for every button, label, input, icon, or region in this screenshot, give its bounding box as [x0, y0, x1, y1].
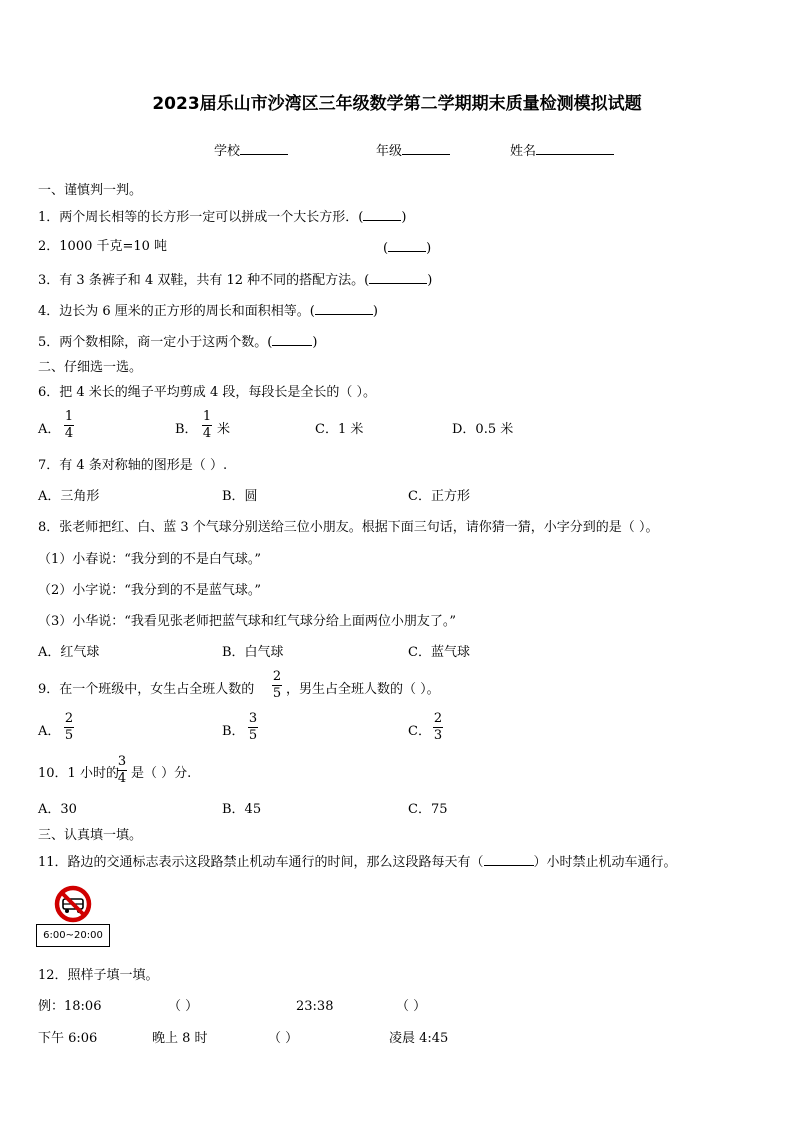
- q8-statement-1: （1）小春说：“我分到的不是白气球。”: [38, 552, 262, 567]
- q6-option-b-unit: 米: [217, 422, 231, 437]
- q9-option-c-fraction: [433, 712, 443, 743]
- fraction-denominator: 3: [433, 728, 443, 743]
- fraction-denominator: 5: [64, 728, 74, 743]
- question-2: 2．1000 千克=10 吨: [38, 239, 168, 254]
- page-title: 2023届乐山市沙湾区三年级数学第二学期期末质量检测模拟试题: [152, 94, 642, 114]
- fraction-numerator: 3: [117, 754, 127, 769]
- name-blank[interactable]: [536, 142, 614, 155]
- school-field: [214, 142, 288, 160]
- school-label: 学校: [214, 144, 241, 159]
- q8-option-a[interactable]: A．红气球: [38, 645, 100, 660]
- section-2-heading: 二、仔细选一选。: [38, 360, 143, 375]
- q12-row1-col1: 例：18:06: [38, 999, 102, 1014]
- name-label: 姓名: [510, 144, 537, 159]
- no-motor-vehicles-icon: [52, 885, 94, 923]
- fraction-numerator: 2: [433, 711, 443, 726]
- q4-paren-close: ): [372, 304, 378, 319]
- q8-option-b[interactable]: B．白气球: [222, 645, 284, 660]
- grade-blank[interactable]: [402, 142, 450, 155]
- q4-text: 4．边长为 6 厘米的正方形的周长和面积相等。(: [38, 304, 315, 319]
- q12-row1-col4-answer[interactable]: （ ）: [396, 999, 427, 1014]
- fraction-numerator: 2: [272, 669, 282, 684]
- q7-option-a[interactable]: A．三角形: [38, 489, 100, 504]
- fraction-denominator: 4: [202, 426, 212, 441]
- section-3-heading: 三、认真填一填。: [38, 828, 143, 843]
- q12-row1-col3: 23:38: [296, 999, 334, 1014]
- q9-option-a-label[interactable]: A．: [38, 724, 61, 739]
- question-4: [38, 302, 378, 320]
- name-field: [510, 142, 614, 160]
- fraction-numerator: 3: [248, 711, 258, 726]
- q12-row2-col1: 下午 6:06: [38, 1031, 98, 1046]
- q5-text: 5．两个数相除，商一定小于这两个数。(: [38, 335, 273, 350]
- q7-option-c[interactable]: C．正方形: [408, 489, 470, 504]
- q4-blank[interactable]: [315, 302, 373, 315]
- question-5: [38, 333, 317, 351]
- school-blank[interactable]: [240, 142, 288, 155]
- question-7: 7．有 4 条对称轴的图形是（ ）.: [38, 458, 228, 473]
- traffic-sign-time-label: 6:00~20:00: [36, 924, 110, 947]
- q8-statement-3: （3）小华说：“我看见张老师把蓝气球和红气球分给上面两位小朋友了。”: [38, 614, 457, 629]
- question-1: [38, 208, 406, 226]
- fraction-denominator: 4: [117, 771, 127, 786]
- fraction-numerator: 1: [64, 409, 74, 424]
- q11-text: 11．路边的交通标志表示这段路禁止机动车通行的时间，那么这段路每天有（: [38, 855, 484, 870]
- fraction-denominator: 5: [248, 728, 258, 743]
- q6-option-b-label[interactable]: B．: [175, 422, 198, 437]
- fraction-numerator: 2: [64, 711, 74, 726]
- fraction-denominator: 4: [64, 426, 74, 441]
- q5-blank[interactable]: [272, 333, 312, 346]
- q2-paren-close: ): [426, 241, 432, 256]
- q9-option-b-label[interactable]: B．: [222, 724, 245, 739]
- fraction-numerator: 1: [202, 409, 212, 424]
- q2-blank[interactable]: [388, 239, 426, 252]
- q9-option-a-fraction: [64, 712, 74, 743]
- q2-answer: [383, 239, 431, 257]
- grade-label: 年级: [376, 144, 403, 159]
- q3-text: 3．有 3 条裤子和 4 双鞋，共有 12 种不同的搭配方法。(: [38, 273, 370, 288]
- grade-field: [376, 142, 450, 160]
- question-10-part-1: 10．1 小时的: [38, 766, 119, 781]
- question-11: [38, 853, 677, 871]
- q5-paren-close: ): [312, 335, 318, 350]
- q10-option-c[interactable]: C．75: [408, 802, 448, 817]
- question-10-part-2: 是（ ）分.: [131, 766, 192, 781]
- q2-paren-open: (: [383, 241, 389, 256]
- q11-blank[interactable]: [484, 853, 534, 866]
- question-3: [38, 271, 432, 289]
- q12-row1-col2-answer[interactable]: （ ）: [168, 999, 199, 1014]
- q10-option-b[interactable]: B．45: [222, 802, 262, 817]
- question-9-part-2: ，男生占全班人数的（ ）。: [286, 682, 440, 697]
- q9-option-c-label[interactable]: C．: [408, 724, 431, 739]
- fraction-denominator: 5: [272, 686, 282, 701]
- q3-blank[interactable]: [369, 271, 427, 284]
- q1-text: 1．两个周长相等的长方形一定可以拼成一个大长方形．(: [38, 210, 364, 225]
- q6-option-c[interactable]: C．1 米: [315, 422, 364, 437]
- q10-stem-fraction: [117, 755, 127, 786]
- section-1-heading: 一、谨慎判一判。: [38, 183, 143, 198]
- question-6: 6．把 4 米长的绳子平均剪成 4 段，每段长是全长的（ ）。: [38, 385, 376, 400]
- q11-text-end: ）小时禁止机动车通行。: [533, 855, 677, 870]
- question-12: 12．照样子填一填。: [38, 968, 159, 983]
- q1-paren-close: ): [401, 210, 407, 225]
- q6-option-a-label[interactable]: A．: [38, 422, 61, 437]
- q7-option-b[interactable]: B．圆: [222, 489, 258, 504]
- q9-option-b-fraction: [248, 712, 258, 743]
- q8-statement-2: （2）小字说：“我分到的不是蓝气球。”: [38, 583, 262, 598]
- q10-option-a[interactable]: A．30: [38, 802, 77, 817]
- question-8: 8．张老师把红、白、蓝 3 个气球分别送给三位小朋友。根据下面三句话，请你猜一猜，小字分到的是（ ）。: [38, 520, 659, 535]
- q9-stem-fraction: [272, 670, 282, 701]
- q3-paren-close: ): [427, 273, 433, 288]
- q8-option-c[interactable]: C．蓝气球: [408, 645, 470, 660]
- q12-row2-col2: 晚上 8 时: [152, 1031, 208, 1046]
- q12-row2-col3-answer[interactable]: （ ）: [268, 1031, 299, 1046]
- q12-row2-col4: 凌晨 4:45: [389, 1031, 449, 1046]
- question-9-part-1: 9．在一个班级中，女生占全班人数的: [38, 682, 255, 697]
- q6-option-b-fraction: [202, 410, 212, 441]
- q6-option-d[interactable]: D．0.5 米: [452, 422, 514, 437]
- q1-blank[interactable]: [363, 208, 401, 221]
- q6-option-a-fraction: [64, 410, 74, 441]
